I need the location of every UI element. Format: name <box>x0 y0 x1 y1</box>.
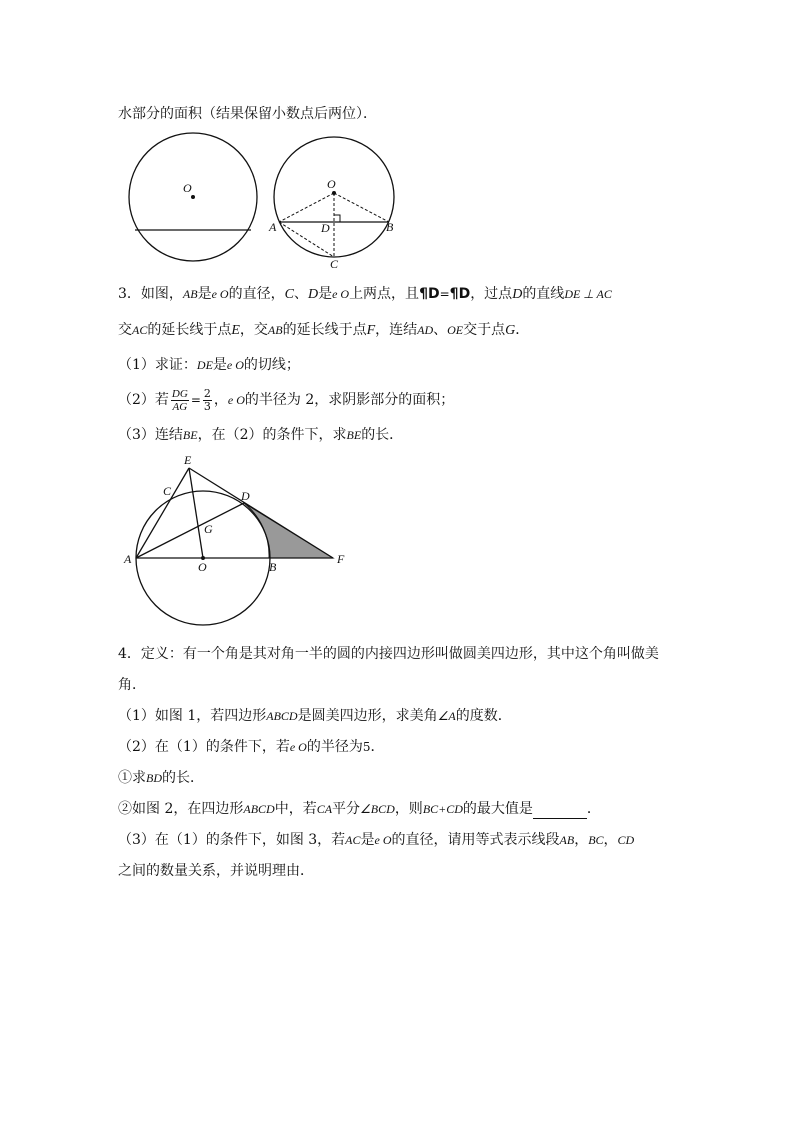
label-c: C <box>163 484 172 498</box>
q4-text: ． <box>586 801 601 817</box>
frac-den: AG <box>172 400 188 413</box>
q3-text: ，过点 <box>470 286 513 302</box>
q4-abcd: ABCD <box>266 709 298 723</box>
q3-text: 的直线 <box>522 286 565 302</box>
q4-ab: AB <box>559 833 575 847</box>
q3-c: C <box>284 287 294 302</box>
q3-eq: = <box>439 287 450 301</box>
left-center-dot <box>191 195 195 199</box>
label-o: O <box>198 560 207 574</box>
q3-text: 的长． <box>361 427 404 443</box>
right-label-d: D <box>321 221 330 235</box>
left-label-o: O <box>183 181 192 195</box>
q3-text: 的延长线于点 <box>147 322 232 338</box>
q3-text: 是 <box>212 357 227 373</box>
q3-text: 的半径为 2，求阴影部分的面积； <box>244 392 455 408</box>
answer-blank[interactable] <box>533 804 587 819</box>
q3-text: 、 <box>293 286 308 302</box>
q3-d: D <box>307 287 319 302</box>
q3-de: DE <box>196 358 213 372</box>
q4-text: ②如图 2，在四边形 <box>118 801 244 817</box>
q3-de-perp-ac: DE ⊥ AC <box>564 287 612 301</box>
q3-text: （3）连结 <box>118 427 183 443</box>
q4-text: 的长． <box>162 770 204 786</box>
q3-text: 的切线； <box>243 357 300 373</box>
q4-circle-o: e O <box>289 740 307 754</box>
q3-text: ，交 <box>239 322 268 338</box>
line-ef <box>189 468 333 558</box>
q4-line-2: 角． <box>118 677 146 693</box>
q4-text: （1）如图 1，若四边形 <box>118 708 267 724</box>
q3-text: ，在（2）的条件下，求 <box>197 427 347 443</box>
q3-f: F <box>366 323 376 338</box>
q4-bc-plus-cd: BC+CD <box>422 802 463 816</box>
q4-part-2 <box>118 737 384 757</box>
q4-sub-1 <box>118 768 204 788</box>
q4-part-3-cont: 之间的数量关系，并说明理由． <box>118 863 314 879</box>
q3-text: 、 <box>433 322 448 338</box>
q4-ac: AC <box>345 833 361 847</box>
q4-text: ， <box>603 832 618 848</box>
label-b: B <box>269 560 277 574</box>
q4-part-3 <box>118 830 634 850</box>
figure-circles-top <box>120 130 410 270</box>
right-label-o: O <box>327 177 336 191</box>
q4-text: ①求 <box>118 770 146 786</box>
q4-text: ， <box>574 832 589 848</box>
label-e: E <box>184 455 192 467</box>
q3-line-1 <box>118 284 612 305</box>
q3-number: 3． <box>118 286 141 302</box>
q3-d: D <box>512 287 523 302</box>
right-center-dot <box>332 191 336 195</box>
q3-circle-o: e O <box>226 358 244 372</box>
q4-text: （3）在（1）的条件下，如图 3，若 <box>118 832 346 848</box>
continuation-text: 水部分的面积（结果保留小数点后两位）． <box>118 106 377 122</box>
q4-text: ，则 <box>394 801 423 817</box>
q3-ab: AB <box>267 323 283 337</box>
figure-q3 <box>118 455 358 630</box>
q4-line-1: 4．定义：有一个角是其对角一半的圆的内接四边形叫做圆美四边形，其中这个角叫做美 <box>118 646 659 662</box>
q3-be: BE <box>346 428 362 442</box>
q3-text: 的直径， <box>228 286 285 302</box>
q4-text: ． <box>370 739 385 755</box>
fraction-dg-ag <box>171 388 189 413</box>
q3-circle-o: e O <box>227 393 245 407</box>
q4-text: 中，若 <box>274 801 317 817</box>
q3-text: （1）求证： <box>118 357 197 373</box>
q3-text: （2）若 <box>118 392 169 408</box>
frac-den: 3 <box>203 399 211 413</box>
q4-angle-bcd: ∠BCD <box>360 802 395 816</box>
q4-text: 的半径为 <box>306 739 363 755</box>
right-dash-oa <box>279 193 334 222</box>
q3-circle-o: e O <box>332 287 350 301</box>
q3-part-3 <box>118 425 403 445</box>
q4-bc: BC <box>588 833 604 847</box>
q3-text: ． <box>515 322 530 338</box>
q4-ca: CA <box>316 802 333 816</box>
label-f: F <box>337 552 345 566</box>
q4-text: 的直径，请用等式表示线段 <box>391 832 560 848</box>
q3-text: 交于点 <box>463 322 506 338</box>
q3-part-2 <box>118 386 454 414</box>
q4-text: （2）在（1）的条件下，若 <box>118 739 290 755</box>
q3-text: 是 <box>197 286 212 302</box>
right-label-a: A <box>269 220 277 234</box>
q4-text: 的最大值是 <box>462 801 533 817</box>
q3-text: 的延长线于点 <box>282 322 367 338</box>
q4-five: 5 <box>362 740 371 754</box>
q3-text: 如图， <box>140 286 183 302</box>
q3-line-2 <box>118 320 529 341</box>
right-label-c: C <box>330 257 339 270</box>
line-oe <box>189 468 203 558</box>
frac-num: DG <box>171 387 188 400</box>
q3-ad: AD <box>417 323 434 337</box>
q3-text: 上两点，且 <box>349 286 420 302</box>
q3-text: ， <box>213 392 228 408</box>
q4-circle-o: e O <box>374 833 392 847</box>
label-a: A <box>124 552 132 566</box>
q4-cd: CD <box>617 833 635 847</box>
q3-text: ，连结 <box>375 322 418 338</box>
q4-bd: BD <box>146 771 162 785</box>
q4-text: 平分 <box>332 801 361 817</box>
right-dash-ob <box>334 193 389 222</box>
q3-arc-ad: ¶D <box>419 286 440 302</box>
q4-angle-a: ∠A <box>437 709 456 723</box>
q3-circle-o: e O <box>211 287 229 301</box>
q4-part-1 <box>118 706 512 726</box>
q3-part-1 <box>118 355 300 375</box>
q4-text: 的度数． <box>455 708 512 724</box>
q3-oe: OE <box>447 323 464 337</box>
q3-text: 交 <box>118 322 132 338</box>
q3-ac: AC <box>132 323 148 337</box>
label-g: G <box>204 522 213 536</box>
fraction-2-3 <box>203 388 212 413</box>
q3-be: BE <box>182 428 198 442</box>
q3-arc-cd: ¶D <box>449 286 471 302</box>
frac-num: 2 <box>203 386 211 400</box>
q4-text: 是 <box>360 832 375 848</box>
q3-ab: AB <box>182 287 198 301</box>
q3-text: 是 <box>318 286 333 302</box>
q4-abcd: ABCD <box>243 802 275 816</box>
label-d: D <box>241 489 250 503</box>
q4-sub-2 <box>118 799 601 819</box>
right-angle-mark <box>334 215 340 222</box>
right-label-b: B <box>386 220 394 234</box>
q3-g: G <box>505 323 516 338</box>
q3-e: E <box>231 323 240 338</box>
q3-eq: = <box>190 393 201 407</box>
q4-text: 是圆美四边形，求美角 <box>297 708 438 724</box>
